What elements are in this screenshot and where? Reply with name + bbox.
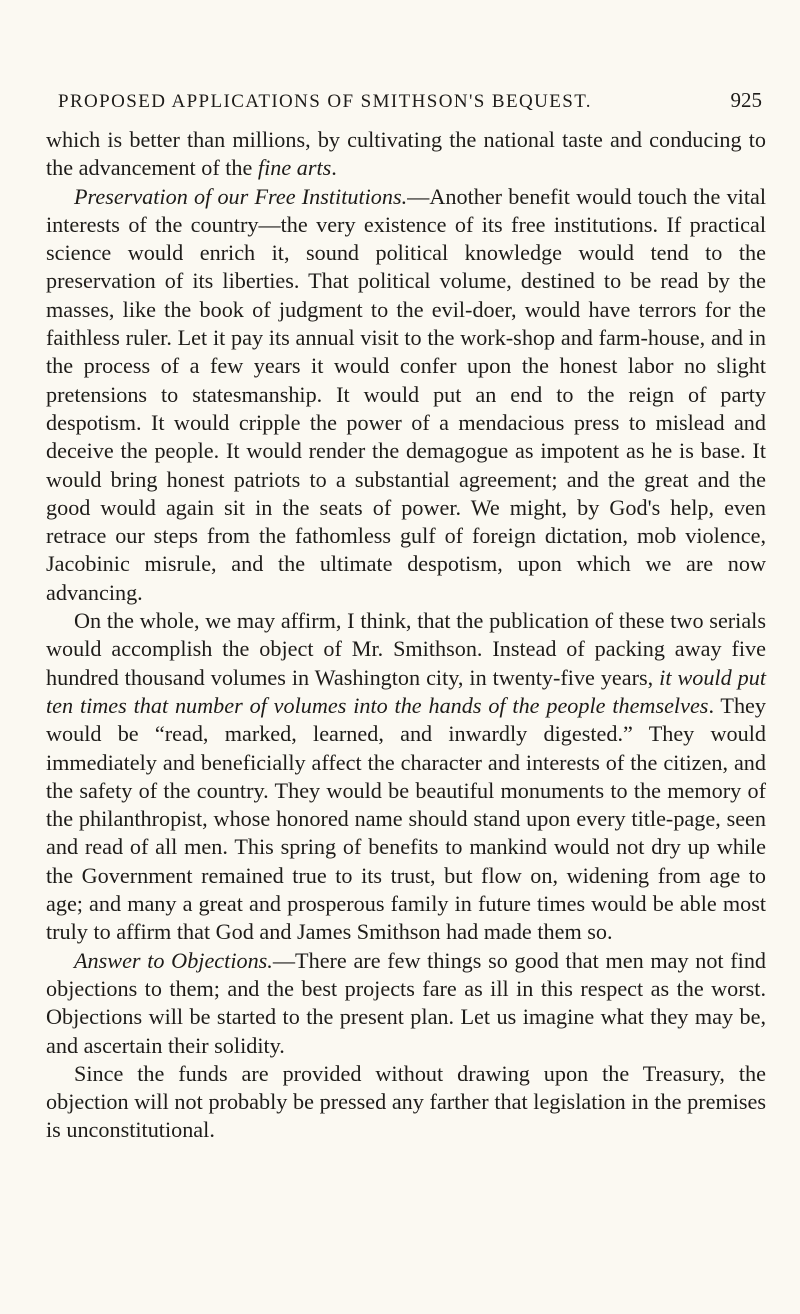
paragraph-conclusion bbox=[46, 607, 766, 947]
running-title: PROPOSED APPLICATIONS OF SMITHSON'S BEQUEST. bbox=[58, 91, 592, 112]
paragraph-text: —Another benefit would touch the vital interests of the country—the very existence of its free institutions. If practical science would enrich it, sound political knowledge would tend to the preservation of its liberties. That political volume, destined to be read by the masses, like the book of judgment to the evil-doer, would have terrors for the faithless ruler. Let it pay its annual visit to the work-shop and farm-house, and in the process of a few years it would confer upon the honest labor no slight pretensions to statesmanship. It would put an end to the reign of party despotism. It would cripple the power of a mendacious press to mislead and deceive the people. It would render the demagogue as impotent as he is base. It would bring honest patriots to a substantial agreement; and the great and the good would again sit in the seats of power. We might, by God's help, even retrace our steps from the fathomless gulf of foreign dictation, mob violence, Jacobinic misrule, and the ultimate despotism, upon which we are now advancing. bbox=[46, 183, 767, 605]
emphasis-text: fine arts bbox=[257, 155, 332, 181]
paragraph-preservation bbox=[46, 183, 766, 607]
paragraph-text: Since the funds are provided without drawing upon the Treasury, the objection will not probably be pressed any farther that legislation in the premises is unconstitutional. bbox=[46, 1060, 766, 1143]
body-text bbox=[46, 126, 766, 1145]
paragraph-objections bbox=[46, 947, 766, 1060]
emphasis-text: it would put ten times that number of volumes into the hands of the people themselves bbox=[46, 664, 766, 718]
paragraph-text: —There are few things so good that men may not find objections to them; and the best projects fare as ill in this respect as the worst. Objections will be started to the present plan. Let us imagine what they may be, and ascertain their solidity. bbox=[46, 947, 767, 1058]
book-page bbox=[46, 88, 766, 1145]
paragraph-text: . They would be “read, marked, learned, and inwardly digested.” They would immediately and beneficially affect the character and interests of the citizen, and the safety of the country. They would be beautiful monuments to the memory of the philanthropist, whose honored name should stand upon every title-page, seen and read of all men. This spring of benefits to mankind would not dry up while the Government remained true to its trust, but flow on, widening from age to age; and many a great and prosperous family in future times would be able most truly to affirm that God and James Smithson had made them so. bbox=[46, 692, 767, 945]
section-heading: Answer to Objections. bbox=[74, 947, 273, 973]
running-head bbox=[46, 88, 766, 122]
paragraph-text: which is better than millions, by cultivating the national taste and conducing to the advancement of the bbox=[46, 127, 766, 181]
paragraph-text: On the whole, we may affirm, I think, that the publication of these two serials would accomplish the object of Mr. Smithson. Instead of packing away five hundred thousand volumes in Washington city, in twenty-five years, bbox=[46, 608, 766, 690]
section-heading: Preservation of our Free Institutions. bbox=[74, 183, 408, 209]
page-number: 925 bbox=[730, 88, 762, 112]
paragraph-funds bbox=[46, 1060, 766, 1145]
paragraph-continuation bbox=[46, 126, 766, 183]
paragraph-text: . bbox=[331, 155, 337, 181]
